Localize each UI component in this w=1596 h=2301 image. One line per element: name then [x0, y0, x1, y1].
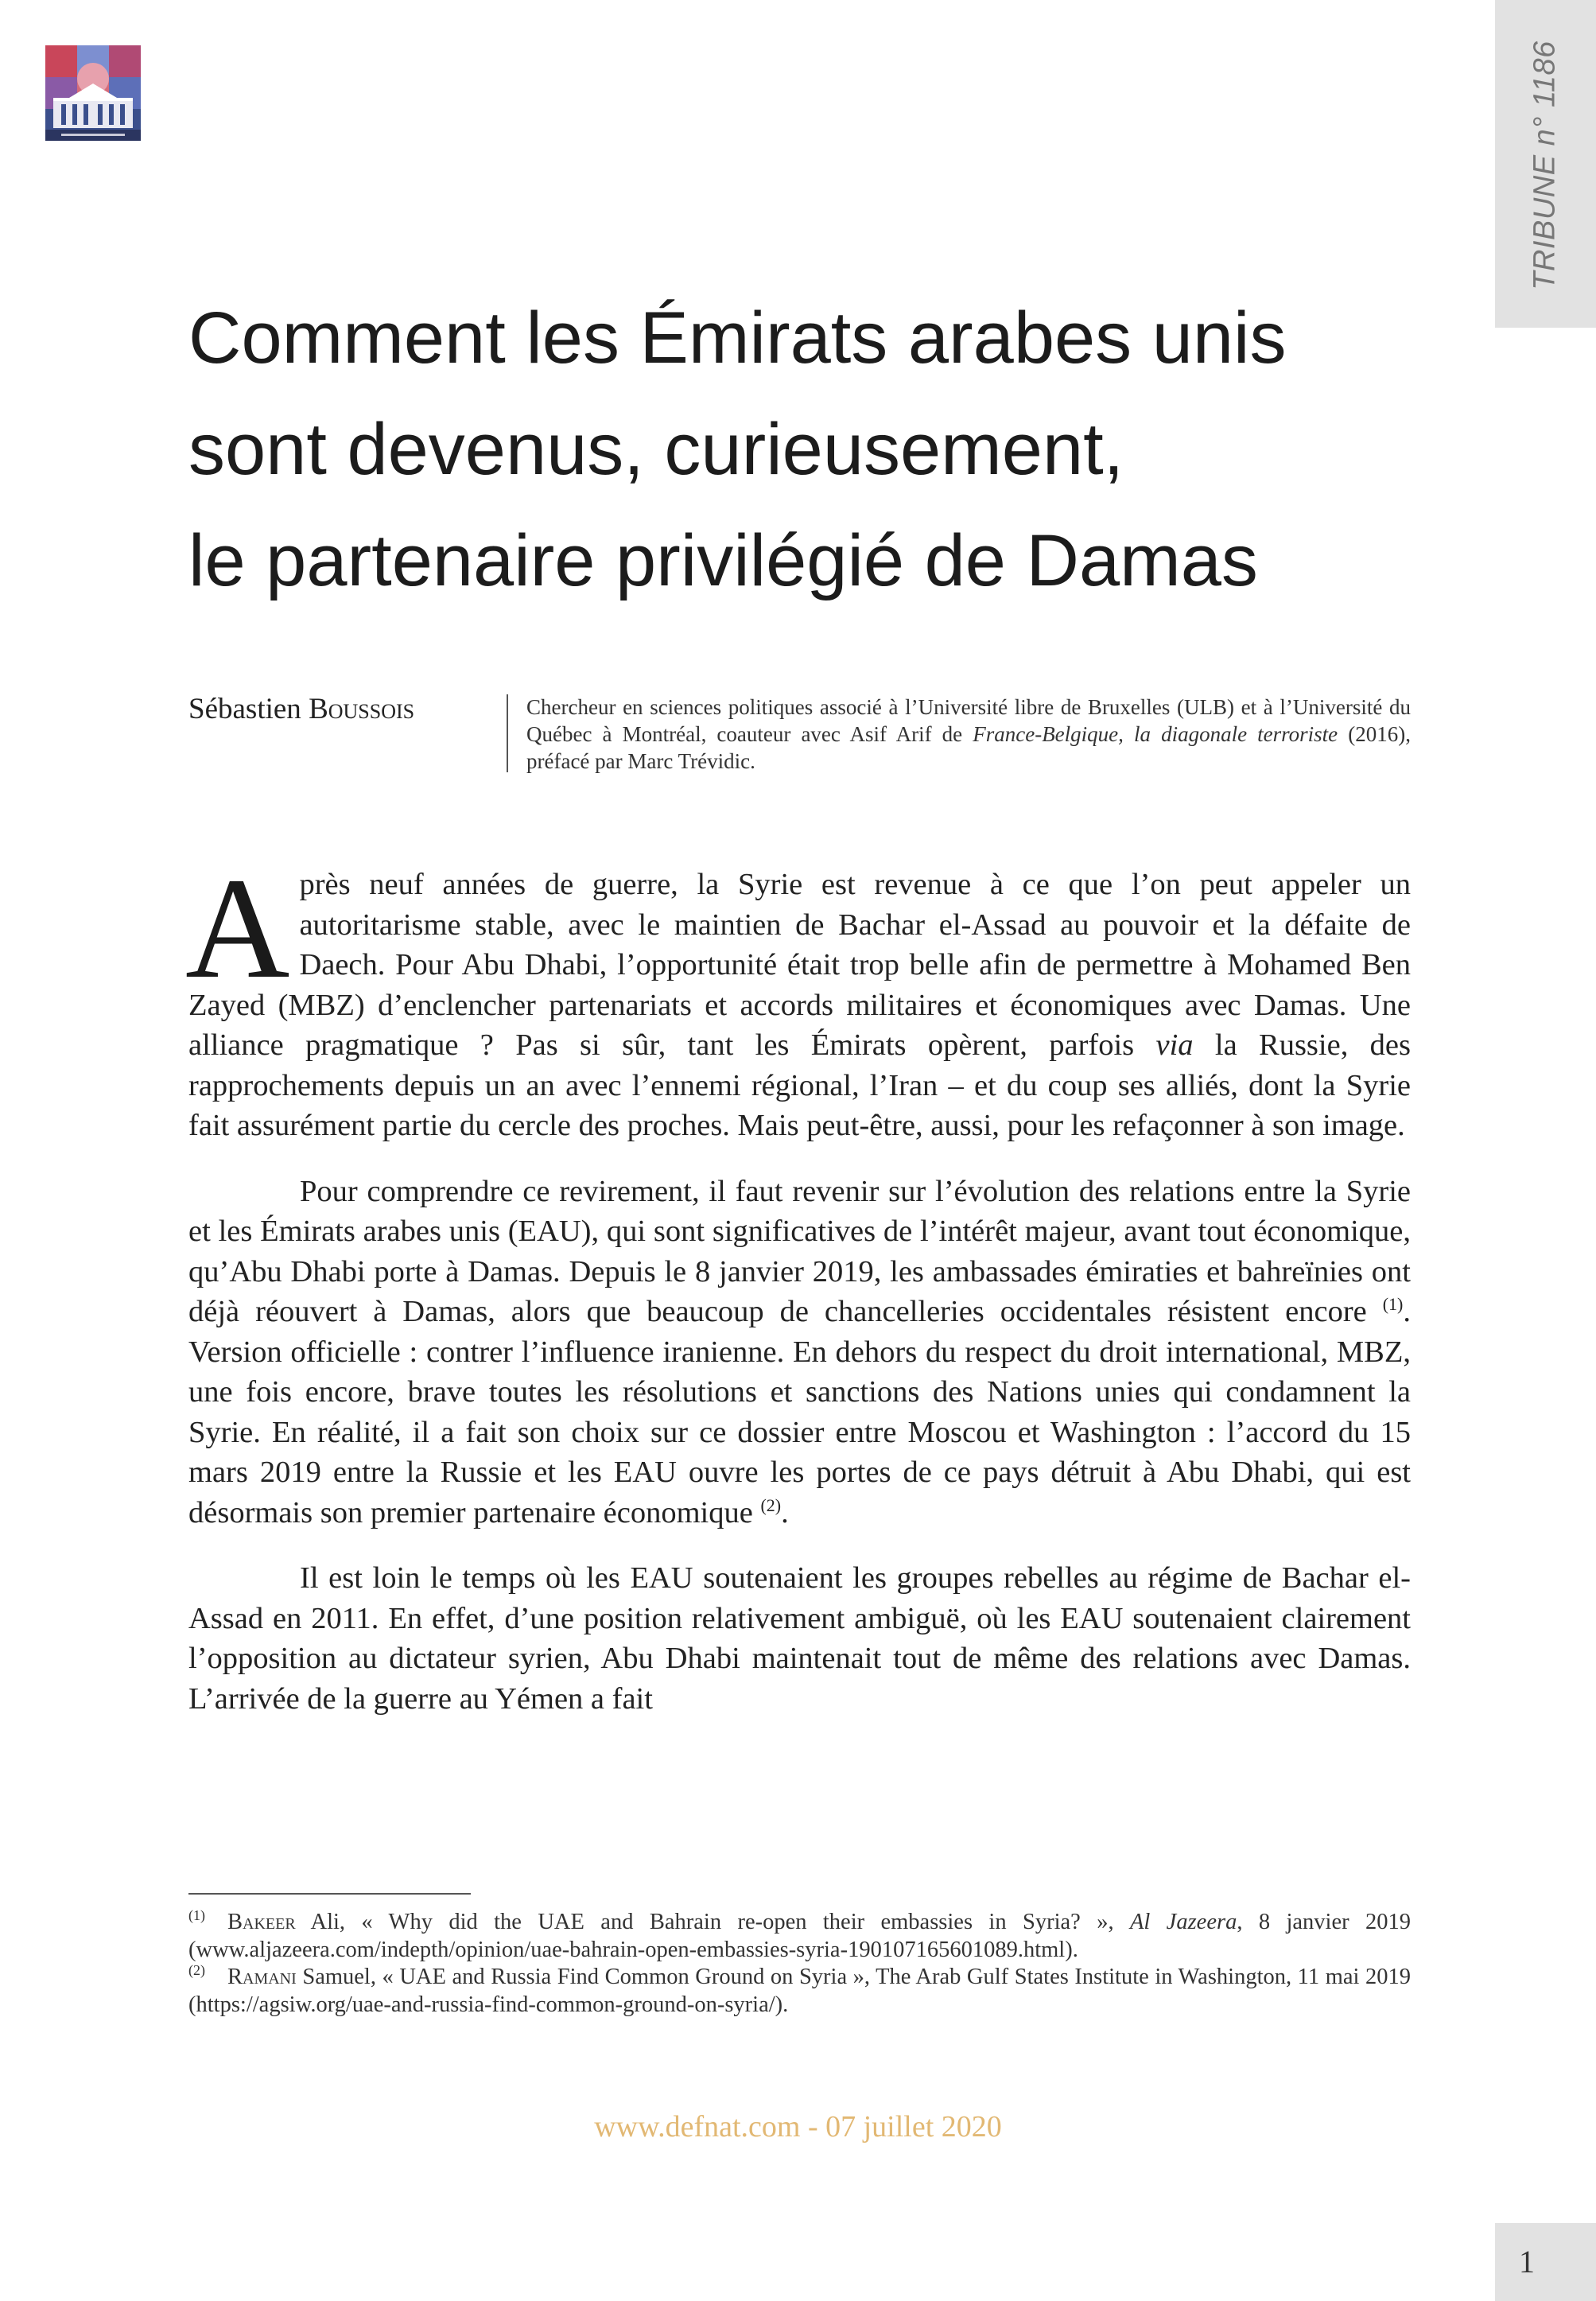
paragraph-1 [185, 849, 1411, 1146]
footnote-author: Bakeer [227, 1910, 296, 1934]
paragraph-text: la Russie, des rapprochements depuis un an avec l’ennemi régional, l’Iran – et du coup ses alliés, dont la Syrie fait assurément partie du cercle des proches. Mais peut-être, aussi, pour les refaçonner à son image. [188, 1028, 1411, 1142]
footnote-text: Ali, « Why did the UAE and Bahrain re-open their embassies in Syria? », [295, 1910, 1130, 1934]
paragraph-3 [188, 1558, 1411, 1719]
paragraph-text: Pour comprendre ce revirement, il faut revenir sur l’évolution des relations entre la Syrie et les Émirats arabes unis (EAU), qui sont significatives de l’intérêt majeur, avant tout économique, qu’Abu Dhabi porte à Damas. Depuis le 8 janvier 2019, les ambassades émiraties et bahreïnies ont déjà réouvert à Damas, alors que beaucoup de chancelleries occidentales résistent encore [188, 1174, 1411, 1328]
footnote-ref-2[interactable]: (2) [760, 1494, 782, 1515]
author-first-name: Sébastien [188, 693, 301, 725]
footnote-source: Al Jazeera [1129, 1910, 1237, 1934]
author-last-name: Boussois [309, 693, 415, 725]
bio-book-title: France-Belgique, la diagonale terroriste [973, 722, 1338, 746]
italic-term: via [1155, 1028, 1194, 1062]
footnote-2 [188, 1964, 1411, 2019]
author-bio [526, 694, 1411, 775]
article-body [185, 849, 1411, 1744]
bio-text: Chercheur en sciences politiques associé à l’Université libre de Bruxelles (ULB) et à l’Université du Québec à Montréal, coauteur avec Asif Arif de [526, 695, 1411, 746]
footnote-text: , 8 janvier 2019 (www.aljazeera.com/indepth/opinion/uae-bahrain-open-embassies-syria-190107165601089.html). [188, 1910, 1411, 1962]
title-line: sont devenus, curieusement, [188, 409, 1124, 490]
paragraph-text: . Version officielle : contrer l’influence iranienne. En dehors du respect du droit international, MBZ, une fois encore, brave toutes les résolutions et sanctions des Nations unies qui condamnent la Syrie. En réalité, il a fait son choix sur ce dossier entre Moscou et Washington : l’accord du 15 mars 2019 entre la Russie et les EAU ouvre les portes de ce pays détruit à Abu Dhabi, qui est désormais son premier partenaire économique [188, 1295, 1411, 1529]
footnote-1 [188, 1909, 1411, 1964]
ecole-militaire-logo-icon [45, 45, 141, 141]
page-number: 1 [1519, 2244, 1535, 2280]
paragraph-text: Il est loin le temps où les EAU soutenaient les groupes rebelles au régime de Bachar el-Assad en 2011. En effet, d’une position relativement ambiguë, où les EAU soutenaient clairement l’opposition au dictateur syrien, Abu Dhabi maintenait tout de même des relations avec Damas. L’arrivée de la guerre au Yémen a fait [188, 1561, 1411, 1716]
drop-cap: A [185, 849, 290, 1009]
author-divider [507, 694, 508, 772]
paragraph-2 [188, 1172, 1411, 1533]
article-title [188, 282, 1429, 616]
author-name [188, 692, 414, 726]
footnote-divider [188, 1893, 471, 1895]
paragraph-text: . [781, 1495, 789, 1529]
footnote-number: (1) [188, 1907, 205, 1923]
footnote-text: Samuel, « UAE and Russia Find Common Ground on Syria », The Arab Gulf States Institute in Washington, 11 mai 2019 (https://agsiw.org/uae-and-russia-find-common-ground-on-syria/). [188, 1965, 1411, 2017]
title-line: le partenaire privilégié de Damas [188, 520, 1258, 601]
footnote-ref-1[interactable]: (1) [1382, 1294, 1404, 1314]
footnote-author: Ramani [227, 1965, 297, 1989]
title-line: Comment les Émirats arabes unis [188, 297, 1287, 379]
footnotes [188, 1909, 1411, 2019]
footnote-number: (2) [188, 1962, 205, 1978]
series-label: TRIBUNE n° 1186 [1528, 41, 1562, 290]
bio-text: (2016), préfacé par Marc Trévidic. [526, 722, 1411, 773]
paragraph-text: près neuf années de guerre, la Syrie est revenue à ce que l’on peut appeler un autoritarisme stable, avec le maintien de Bachar el-Assad au pouvoir et la défaite de Daech. Pour Abu Dhabi, l’opportunité était trop belle afin de permettre à Mohamed Ben Zayed (MBZ) d’enclencher partenariats et accords militaires et économiques avec Damas. Une alliance pragmatique ? Pas si sûr, tant les Émirats opèrent, parfois [188, 868, 1411, 1062]
footer-url-date[interactable]: www.defnat.com - 07 juillet 2020 [594, 2110, 1002, 2144]
